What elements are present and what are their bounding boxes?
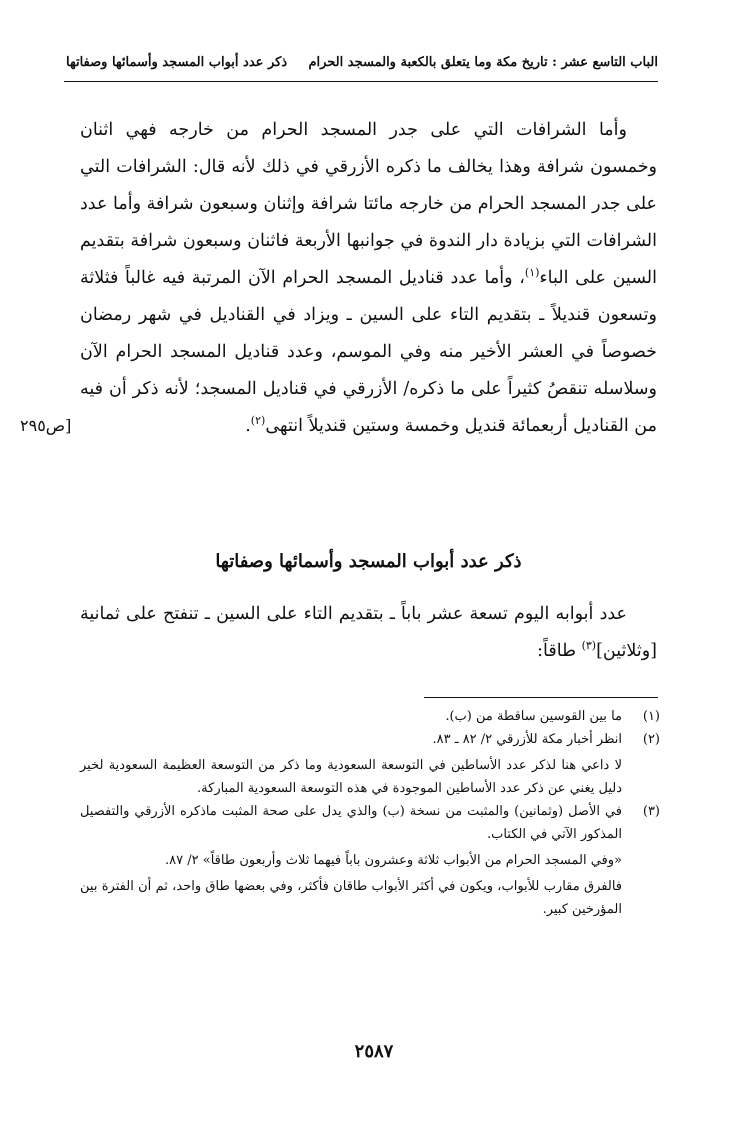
header-section-title: ذكر عدد أبواب المسجد وأسمائها وصفاتها <box>66 54 288 70</box>
footnote-ref-1[interactable]: (١) <box>524 266 540 280</box>
footnote-ref-3[interactable]: (٣) <box>581 639 597 653</box>
footnote-2 <box>80 728 660 800</box>
section-text-part-1: عدد أبوابه اليوم تسعة عشر باباً ـ بتقديم التاء على السين ـ تنفتح على ثمانية [وثلاثين] <box>80 604 657 661</box>
footnote-line: ما بين القوسين ساقطة من (ب). <box>445 709 622 724</box>
section-body-text <box>80 596 657 670</box>
footnote-line: فالفرق مقارب للأبواب، ويكون في أكثر الأبواب طاقان فأكثر، وفي بعضها طاق واحد، ثم أن الفترة بين المؤرخين كبير. <box>80 879 622 917</box>
main-body-text <box>80 112 657 445</box>
footnote-body <box>80 800 622 921</box>
body-text-part-2: ، وأما عدد قناديل المسجد الحرام الآن المرتبة فيه غالباً فثلاثة وتسعون قنديلاً ـ بتقديم التاء على السين ـ ويزاد في القناديل في شهر رمضان خصوصاً في العشر الأخير منه وفي الموسم، وعدد قناديل المسجد الحرام الآن وسلاسله تنقصُ كثيراً على ما ذكره/ الأزرقي في قناديل المسجد؛ لأنه ذكر أن فيه من القناديل أربعمائة قنديل وخمسة وستين قنديلاً انتهى <box>80 268 657 436</box>
footnote-number: (٢) <box>642 732 660 747</box>
section-text-part-2: طاقاً: <box>537 641 582 661</box>
footnote-body <box>80 705 622 728</box>
footnote-line: انظر أخبار مكة للأزرقي ٢/ ٨٢ ـ ٨٣. <box>432 732 622 747</box>
body-text-close: . <box>245 416 251 436</box>
footnote-separator <box>424 697 658 698</box>
footnotes <box>80 705 660 921</box>
section-paragraph <box>80 596 657 670</box>
body-paragraph <box>80 112 657 445</box>
section-heading: ذكر عدد أبواب المسجد وأسمائها وصفاتها <box>215 551 522 572</box>
footnote-number: (٣) <box>642 804 660 819</box>
footnote-body <box>80 728 622 800</box>
footnote-line: لا داعي هنا لذكر عدد الأساطين في التوسعة السعودية وما ذكر من التوسعة العظيمة السعودية لخير دليل يغني عن ذكر عدد الأساطين الموجودة في هذه التوسعة السعودية المباركة. <box>80 758 622 796</box>
footnote-line: في الأصل (وثمانين) والمثبت من نسخة (ب) والذي يدل على صحة المثبت ماذكره الأزرقي والتفصيل المذكور الآتي في الكتاب. <box>80 804 622 842</box>
footnote-1 <box>80 705 660 728</box>
footnote-line: «وفي المسجد الحرام من الأبواب ثلاثة وعشرون باباً فيهما ثلاث وأربعون طاقاً» ٢/ ٨٧. <box>165 853 622 868</box>
footnote-3 <box>80 800 660 921</box>
body-text-part-1: وأما الشرافات التي على جدر المسجد الحرام من خارجه فهي اثنان وخمسون شرافة وهذا يخالف ما ذكره الأزرقي في ذلك لأنه قال: الشرافات التي على جدر المسجد الحرام من خارجه مائتا شرافة وإثنان وسبعون شرافة وأما عدد الشرافات التي بزيادة دار الندوة في جوانبها الأربعة فاثنان وسبعون شرافة بتقديم السين على الباء <box>80 120 658 288</box>
running-header <box>66 48 658 76</box>
footnote-number: (١) <box>642 709 660 724</box>
header-chapter-title: الباب التاسع عشر : تاريخ مكة وما يتعلق بالكعبة والمسجد الحرام <box>308 54 658 70</box>
header-rule <box>64 81 658 82</box>
page-number: ٢٥٨٧ <box>354 1041 394 1062</box>
footnote-ref-2[interactable]: (٢) <box>250 414 266 428</box>
margin-page-reference: [ص٢٩٥ <box>20 416 72 435</box>
